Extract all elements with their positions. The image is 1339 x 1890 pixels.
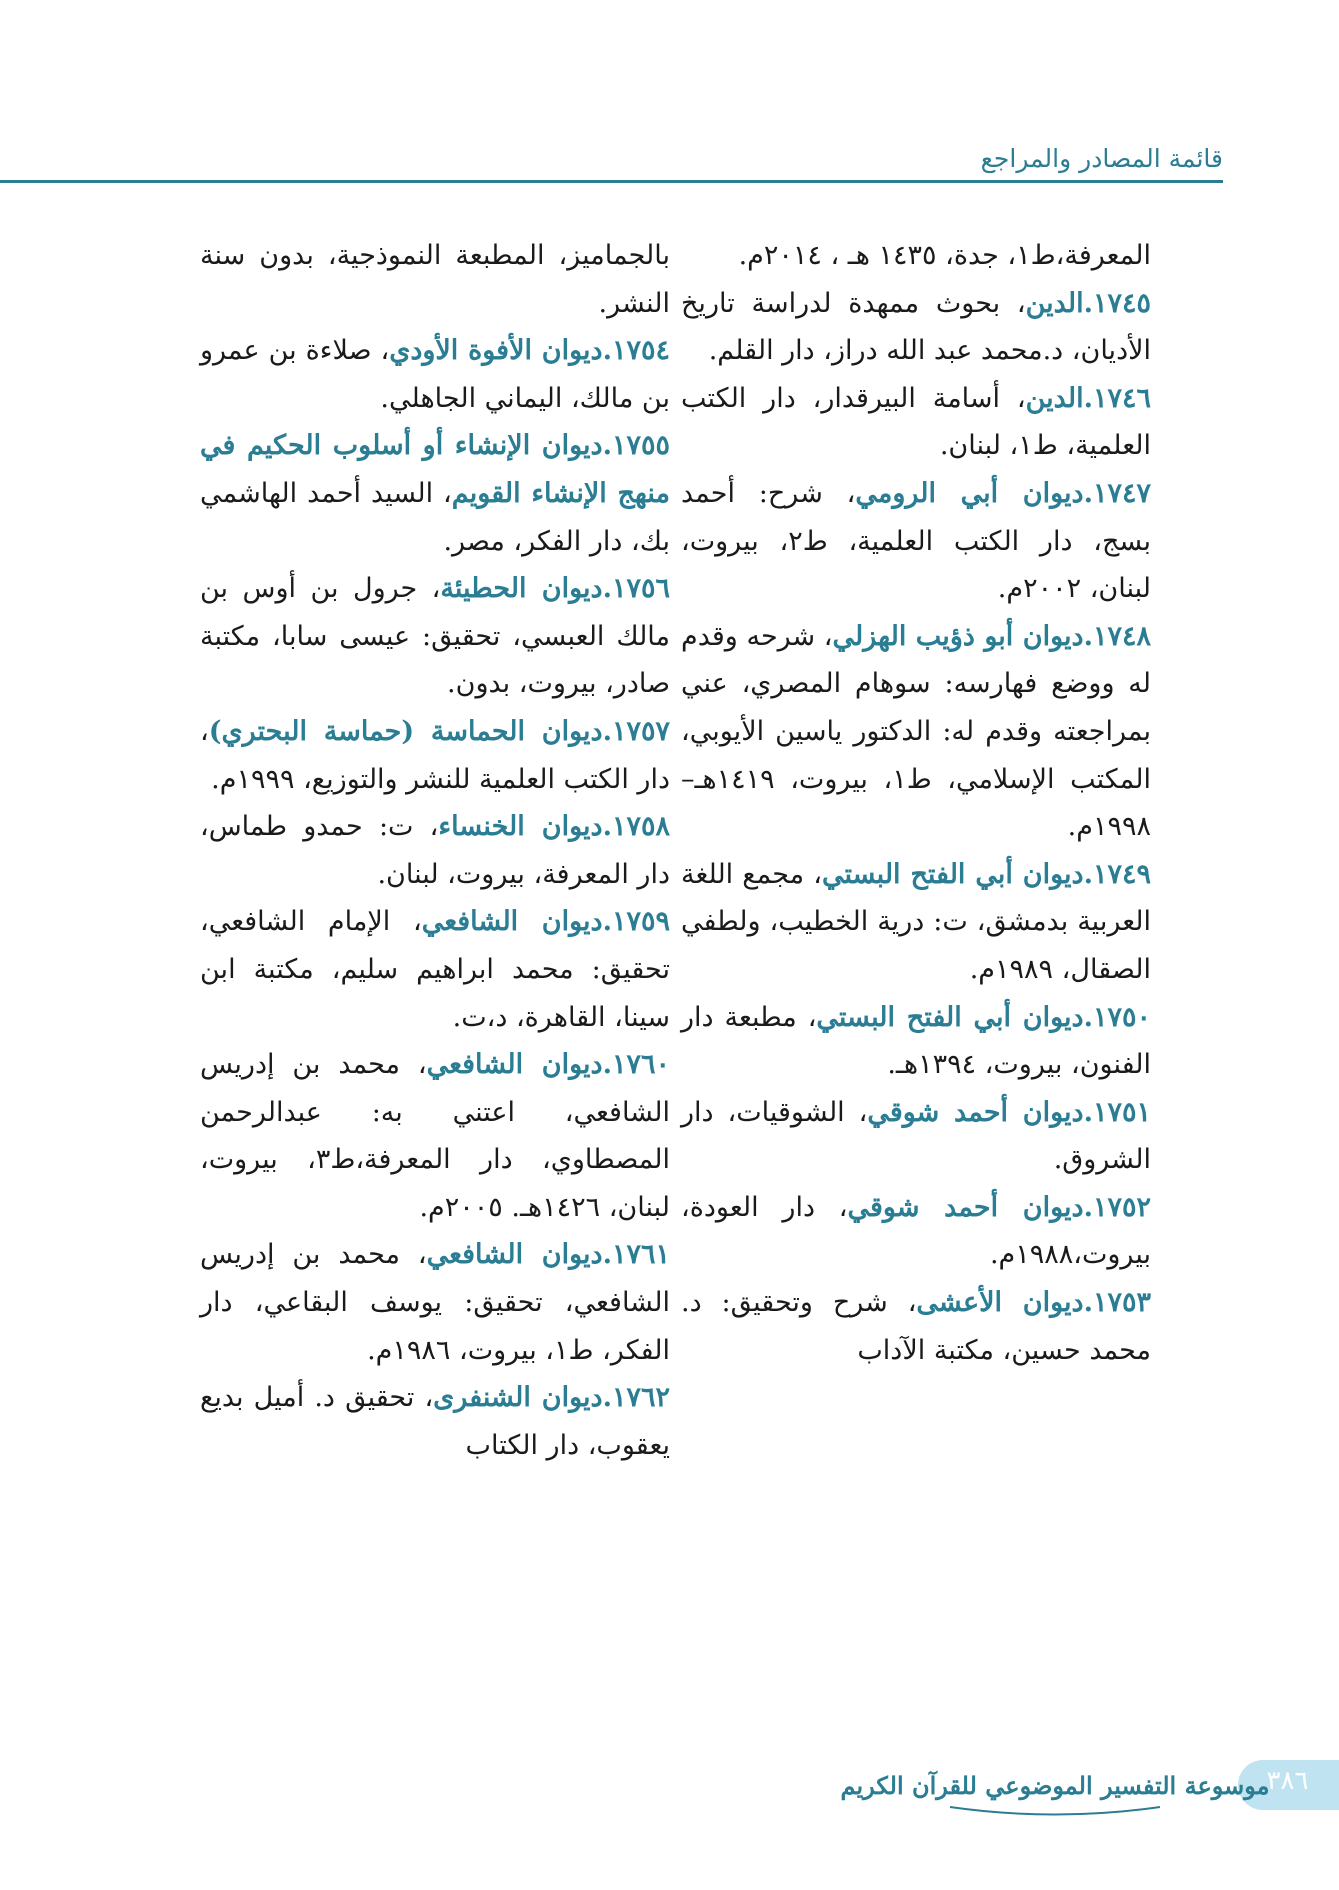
entry-title: ديوان أبي الفتح البستي — [816, 1001, 1084, 1033]
entry-details: ، السيد أحمد الهاشمي بك، دار الفكر، مصر. — [200, 477, 670, 557]
entry-details: ، ت: حمدو طماس، دار المعرفة، بيروت، لبنان. — [200, 811, 670, 890]
page-number: ٣٨٦ — [1266, 1766, 1309, 1796]
entry-number: ١٧٥١. — [1083, 1096, 1151, 1128]
entry-title: ديوان أحمد شوقي — [847, 1191, 1084, 1223]
bibliography-entry — [200, 565, 670, 708]
entry-number: ١٧٤٨. — [1083, 620, 1152, 652]
entry-title: ديوان الأعشى — [916, 1287, 1084, 1319]
bibliography-entry — [681, 851, 1151, 994]
entry-number: ١٧٦٢. — [602, 1382, 670, 1414]
entry-title: ديوان الخنساء — [438, 811, 603, 843]
running-header — [0, 140, 1339, 190]
entry-number: ١٧٥٥. — [602, 430, 670, 462]
entry-details: ، أسامة البيرقدار، دار الكتب العلمية، ط١، لبنان. — [681, 382, 1151, 462]
bibliography-entry — [681, 470, 1151, 613]
entry-title: ديوان الحماسة (حماسة البحتري) — [208, 715, 603, 747]
bibliography-entry — [200, 327, 670, 422]
entry-title: ديوان الحطيئة — [440, 573, 603, 605]
entry-title: الدين — [1025, 287, 1084, 319]
entry-number: ١٧٦١. — [602, 1239, 671, 1271]
entry-title: الدين — [1025, 382, 1084, 414]
entry-continuation — [681, 232, 1151, 280]
entry-number: ١٧٥٩. — [602, 906, 670, 938]
entry-title: ديوان الشافعي — [421, 906, 603, 938]
entry-number: ١٧٥٦. — [602, 573, 670, 605]
entry-number: ١٧٥٨. — [602, 811, 670, 843]
entry-title: ديوان الشافعي — [426, 1049, 603, 1081]
header-title: قائمة المصادر والمراجع — [980, 144, 1223, 173]
entry-title: ديوان أبو ذؤيب الهزلي — [832, 620, 1084, 652]
bibliography-entry — [681, 994, 1151, 1089]
entry-number: ١٧٦٠. — [602, 1049, 671, 1081]
bibliography-entry — [200, 803, 670, 898]
bibliography-entry — [681, 613, 1151, 851]
entry-title: ديوان الإنشاء أو أسلوب الحكيم في منهج الإنشاء القويم — [200, 430, 670, 509]
bibliography-entry — [200, 422, 670, 565]
entry-title: ديوان أبي الفتح البستي — [821, 858, 1084, 890]
entry-text: المعرفة،ط١، جدة، ١٤٣٥ هـ ، ٢٠١٤م. — [738, 240, 1151, 271]
entry-number: ١٧٥٢. — [1083, 1191, 1151, 1223]
entry-title: ديوان أبي الرومي — [855, 477, 1084, 509]
header-rule — [0, 180, 1223, 183]
bibliography-entry — [681, 280, 1151, 375]
entry-details: ، صلاءة بن عمرو بن مالك، اليماني الجاهلي. — [200, 335, 670, 414]
entry-number: ١٧٤٥. — [1083, 287, 1151, 319]
entry-details: ، شرح وتحقيق: د. محمد حسين، مكتبة الآداب — [681, 1287, 1151, 1366]
left-column — [200, 232, 670, 1469]
entry-details: ، تحقيق د. أميل بديع يعقوب، دار الكتاب — [200, 1382, 670, 1461]
bibliography-entry — [681, 1279, 1151, 1374]
bibliography-entry — [200, 898, 670, 1041]
bibliography-entry — [681, 375, 1151, 470]
entry-number: ١٧٥٤. — [602, 335, 670, 367]
entry-details: ، دار العودة، بيروت،١٩٨٨م. — [681, 1191, 1151, 1271]
encyclopedia-logo — [840, 1752, 1270, 1832]
entry-title: ديوان أحمد شوقي — [867, 1096, 1084, 1128]
entry-details: ، محمد بن إدريس الشافعي، تحقيق: يوسف البقاعي، دار الفكر، ط١، بيروت، ١٩٨٦م. — [200, 1239, 670, 1366]
entry-details: ، مجمع اللغة العربية بدمشق، ت: درية الخطيب، ولطفي الصقال، ١٩٨٩م. — [681, 858, 1151, 985]
bibliography-entry — [681, 1089, 1151, 1184]
entry-title: ديوان الأفوة الأودي — [389, 335, 603, 367]
entry-details: ، الشوقيات، دار الشروق. — [681, 1096, 1151, 1176]
entry-number: ١٧٤٦. — [1083, 382, 1151, 414]
entry-details: ، شرح: أحمد بسج، دار الكتب العلمية، ط٢، بيروت، لبنان، ٢٠٠٢م. — [681, 477, 1152, 605]
entry-title: ديوان الشافعي — [426, 1239, 603, 1271]
bibliography-entry — [200, 708, 670, 803]
bibliography-entry — [200, 1041, 670, 1231]
entry-title: ديوان الشنفرى — [433, 1382, 603, 1414]
bibliography-entry — [200, 1374, 670, 1469]
entry-details: ، مطبعة دار الفنون، بيروت، ١٣٩٤هـ. — [681, 1001, 1151, 1081]
right-column — [681, 232, 1151, 1374]
bibliography-entry — [681, 1184, 1151, 1279]
logo-title: موسوعة التفسير الموضوعي للقرآن الكريم — [840, 1771, 1270, 1800]
entry-details: ، جرول بن أوس بن مالك العبسي، تحقيق: عيسى سابا، مكتبة صادر، بيروت، بدون. — [200, 573, 670, 700]
bibliography-entry — [200, 1231, 670, 1374]
entry-number: ١٧٤٧. — [1083, 477, 1151, 509]
entry-details: ، الإمام الشافعي، تحقيق: محمد ابراهيم سليم، مكتبة ابن سينا، القاهرة، د،ت. — [200, 906, 670, 1033]
entry-details: ، دار الكتب العلمية للنشر والتوزيع، ١٩٩٩م. — [200, 715, 670, 795]
entry-number: ١٧٥٠. — [1083, 1001, 1151, 1033]
entry-text: بالجماميز، المطبعة النموذجية، بدون سنة النشر. — [200, 240, 670, 319]
entry-number: ١٧٤٩. — [1083, 858, 1151, 890]
entry-details: ، شرحه وقدم له ووضع فهارسه: سوهام المصري، عني بمراجعته وقدم له: الدكتور ياسين الأيوبي، المكتب الإسلامي، ط١، بيروت، ١٤١٩هـ– ١٩٩٨م. — [681, 620, 1151, 843]
entry-details: ، محمد بن إدريس الشافعي، اعتني به: عبدالرحمن المصطاوي، دار المعرفة،ط٣، بيروت، لبنان، ١٤٢٦هـ. ٢٠٠٥م. — [200, 1049, 670, 1223]
entry-continuation — [200, 232, 670, 327]
entry-details: ، بحوث ممهدة لدراسة تاريخ الأديان، د.محمد عبد الله دراز، دار القلم. — [681, 287, 1151, 367]
entry-number: ١٧٥٣. — [1083, 1287, 1151, 1319]
entry-number: ١٧٥٧. — [602, 715, 670, 747]
